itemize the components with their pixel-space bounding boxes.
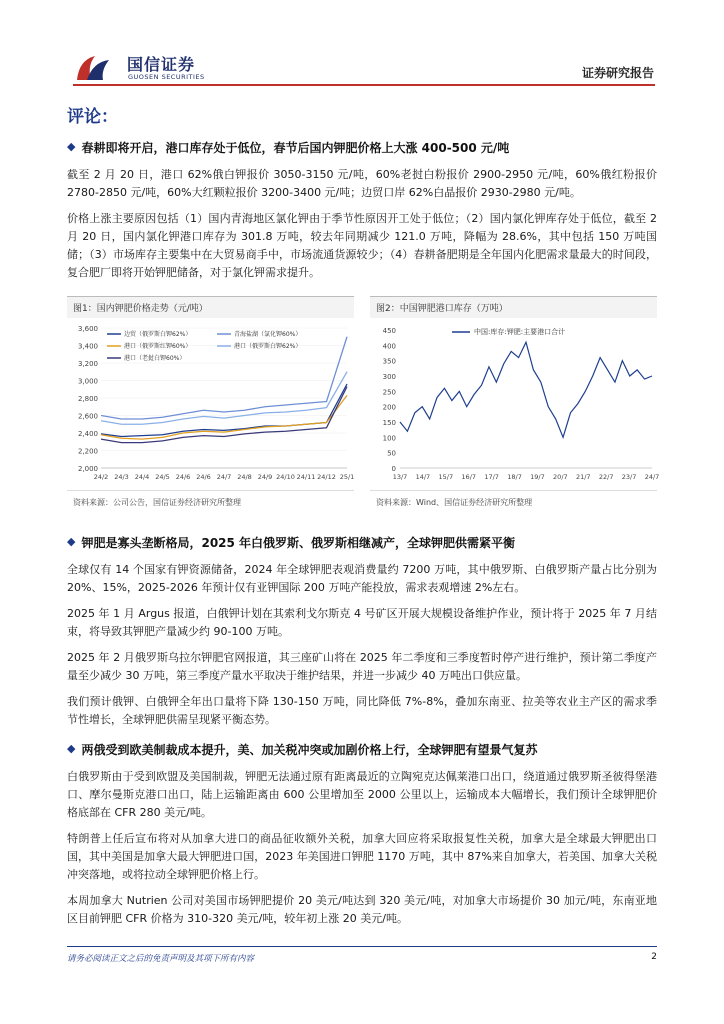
disclaimer-text: 请务必阅读正文之后的免责声明及其项下所有内容 bbox=[67, 954, 255, 964]
x-tick-label: 17/7 bbox=[484, 473, 499, 481]
series-line bbox=[400, 342, 652, 437]
x-tick-label: 24/3 bbox=[114, 473, 129, 481]
section-title: 评论： bbox=[67, 107, 118, 127]
figure-2-source: 资料来源：Wind、国信证券经济研究所整理 bbox=[370, 490, 657, 508]
x-tick-label: 24/12 bbox=[317, 473, 336, 481]
x-tick-label: 23/7 bbox=[621, 473, 637, 481]
main-content bbox=[67, 102, 660, 936]
page-footer bbox=[67, 946, 657, 964]
x-tick-label: 24/7 bbox=[216, 473, 232, 481]
page-header bbox=[0, 0, 724, 90]
x-tick-label: 24/10 bbox=[276, 473, 295, 481]
x-tick-label: 22/7 bbox=[598, 473, 614, 481]
y-tick-label: 3,600 bbox=[77, 325, 98, 333]
heading-text: 春耕即将开启，港口库存处于低位，春节后国内钾肥价格上大涨 400-500 元/吨 bbox=[81, 141, 510, 155]
x-tick-label: 24/6 bbox=[196, 473, 211, 481]
legend-label: 港口（俄罗斯白钾62%） bbox=[234, 343, 302, 350]
x-tick-label: 24/5 bbox=[155, 473, 170, 481]
page-number: 2 bbox=[651, 952, 657, 962]
diamond-bullet-icon: ◆ bbox=[67, 140, 76, 153]
x-tick-label: 16/7 bbox=[461, 473, 477, 481]
figure-1-source: 资料来源：公司公告，国信证券经济研究所整理 bbox=[67, 490, 354, 508]
legend-label: 中国:库存:钾肥:主要港口合计 bbox=[474, 328, 566, 336]
figure-1 bbox=[67, 296, 354, 508]
report-type-label: 证券研究报告 bbox=[581, 66, 654, 80]
logo-text-cn: 国信证券 bbox=[127, 55, 196, 74]
y-tick-label: 2,600 bbox=[77, 412, 98, 421]
x-tick-label: 14/7 bbox=[415, 473, 431, 481]
y-tick-label: 250 bbox=[382, 388, 396, 397]
paragraph: 我们预计俄钾、白俄钾全年出口量将下降 130-150 万吨，同比降低 7%-8%，叠加东南亚、拉美等农业主产区的需求季节性增长，全球钾肥供需呈现紧平衡态势。 bbox=[67, 695, 657, 726]
paragraph: 特朗普上任后宣布将对从加拿大进口的商品征收额外关税，加拿大回应将采取报复性关税，加拿大是全球最大钾肥出口国，其中美国是加拿大最大钾肥进口国，2023 年美国进口钾肥 1170 万吨，其中 87%来自加拿大，若美国、加拿大关税冲突落地，或将拉动全球钾肥价格上行。 bbox=[67, 832, 657, 881]
inventory-chart bbox=[370, 318, 660, 484]
x-tick-label: 13/7 bbox=[392, 473, 408, 481]
x-tick-label: 24/11 bbox=[296, 473, 316, 481]
y-tick-label: 450 bbox=[382, 327, 396, 335]
paragraph: 2025 年 2 月俄罗斯乌拉尔钾肥官网报道，其三座矿山将在 2025 年二季度和三季度暂时停产进行维护，预计第二季度产量至少减少 30 万吨，第三季度产量水平取决于维护结果，并进一步减少 40 万吨出口供应量。 bbox=[67, 651, 657, 682]
series-line bbox=[101, 387, 347, 443]
y-tick-label: 2,800 bbox=[77, 395, 98, 403]
figure-2-title: 图2：中国钾肥港口库存（万吨） bbox=[370, 297, 657, 318]
legend-label: 港口（老挝白钾60%） bbox=[124, 355, 186, 362]
x-tick-label: 24/2 bbox=[93, 473, 109, 481]
y-tick-label: 2,000 bbox=[77, 465, 98, 473]
paragraph: 价格上涨主要原因包括（1）国内青海地区氯化钾由于季节性原因开工处于低位；（2）国内氯化钾库存处于低位，截至 2 月 20 日，国内氯化钾港口库存为 301.8 万吨，较去年同期减少 121.0 万吨，降幅为 28.6%，其中包括 150 万吨国储；（3）市场库存主要集中在大贸易商手中，市场流通货源较少；（4）春耕备肥期是全年国内化肥需求量最大的时间段，复合肥厂即将开始钾肥储备，对于氯化钾需求提升。 bbox=[67, 212, 657, 279]
bullet-heading-1 bbox=[67, 139, 657, 156]
y-tick-label: 350 bbox=[382, 357, 396, 366]
paragraph: 本周加拿大 Nutrien 公司对美国市场钾肥提价 20 美元/吨达到 320 美元/吨，对加拿大市场提价 30 加元/吨，东南亚地区目前钾肥 CFR 价格为 310-320 美元/吨，较年初上涨 20 美元/吨。 bbox=[67, 894, 657, 925]
y-tick-label: 3,200 bbox=[77, 360, 98, 368]
figure-1-title: 图1：国内钾肥价格走势（元/吨） bbox=[67, 297, 354, 318]
x-tick-label: 24/4 bbox=[134, 473, 150, 481]
y-tick-label: 150 bbox=[382, 419, 396, 427]
header-divider bbox=[73, 84, 655, 86]
bullet-heading-3 bbox=[67, 741, 657, 758]
diamond-bullet-icon: ◆ bbox=[67, 535, 76, 548]
y-tick-label: 300 bbox=[382, 373, 396, 381]
paragraph: 白俄罗斯由于受到欧盟及美国制裁，钾肥无法通过原有距离最近的立陶宛克达佩莱港口出口，绕道通过俄罗斯圣彼得堡港口、摩尔曼斯克港口出口，陆上运输距离由 600 公里增加至 2000 公里以上，运输成本大幅增长，我们预计全球钾肥价格底部在 CFR 280 美元/吨。 bbox=[67, 770, 657, 819]
paragraph: 2025 年 1 月 Argus 报道，白俄钾计划在其索利戈尔斯克 4 号矿区开展大规模设备维护作业，预计将于 2025 年 7 月结束，将导致其钾肥产量减少约 90-100 万吨。 bbox=[67, 607, 657, 638]
x-tick-label: 24/9 bbox=[257, 473, 273, 481]
y-tick-label: 2,400 bbox=[77, 430, 98, 438]
x-tick-label: 24/8 bbox=[237, 473, 252, 481]
x-tick-label: 18/7 bbox=[507, 473, 522, 481]
bullet-heading-2 bbox=[67, 534, 657, 551]
legend-label: 边贸（俄罗斯白钾62%） bbox=[124, 331, 192, 338]
x-tick-label: 19/7 bbox=[530, 473, 545, 481]
figures-row bbox=[67, 296, 660, 508]
x-tick-label: 21/7 bbox=[575, 473, 591, 481]
series-line bbox=[101, 395, 347, 439]
figure-2-chart bbox=[370, 318, 660, 484]
x-tick-label: 24/6 bbox=[175, 473, 191, 481]
figure-1-chart bbox=[67, 318, 354, 484]
y-tick-label: 100 bbox=[382, 434, 396, 443]
logo-text-en: GUOSEN SECURITIES bbox=[128, 73, 205, 81]
x-tick-label: 15/7 bbox=[438, 473, 454, 481]
figure-2 bbox=[370, 296, 660, 508]
y-tick-label: 3,400 bbox=[77, 342, 98, 351]
y-tick-label: 3,000 bbox=[77, 377, 98, 386]
x-tick-label: 25/1 bbox=[339, 473, 355, 481]
paragraph: 截至 2 月 20 日，港口 62%俄白钾报价 3050-3150 元/吨，60%老挝白粉报价 2900-2950 元/吨，60%俄红粉报价 2780-2850 元/吨，60%大红颗粒报价 3200-3400 元/吨；边贸口岸 62%白晶报价 2930-2980 元/吨。 bbox=[67, 168, 657, 199]
price-trend-chart bbox=[67, 318, 354, 484]
y-tick-label: 0 bbox=[391, 465, 396, 473]
x-tick-label: 24/7 bbox=[644, 473, 660, 481]
y-tick-label: 400 bbox=[382, 342, 396, 351]
heading-text: 钾肥是寡头垄断格局，2025 年白俄罗斯、俄罗斯相继减产，全球钾肥供需紧平衡 bbox=[81, 536, 516, 550]
guosen-logo-icon bbox=[73, 52, 113, 84]
y-tick-label: 200 bbox=[382, 403, 396, 412]
x-tick-label: 20/7 bbox=[553, 473, 568, 481]
legend-label: 青海盐湖（氯化钾60%） bbox=[234, 331, 302, 338]
y-tick-label: 50 bbox=[387, 449, 396, 458]
diamond-bullet-icon: ◆ bbox=[67, 742, 76, 755]
y-tick-label: 2,200 bbox=[77, 447, 98, 456]
paragraph: 全球仅有 14 个国家有钾资源储备，2024 年全球钾肥表观消费量约 7200 万吨，其中俄罗斯、白俄罗斯产量占比分别为 20%、15%，2025-2026 年预计仅有亚钾国际 200 万吨产能投放，需求表观增速 2%左右。 bbox=[67, 563, 657, 594]
heading-text: 两俄受到欧美制裁成本提升，美、加关税冲突或加剧价格上行，全球钾肥有望景气复苏 bbox=[81, 743, 538, 757]
legend-label: 港口（俄罗斯红钾60%） bbox=[124, 343, 192, 350]
